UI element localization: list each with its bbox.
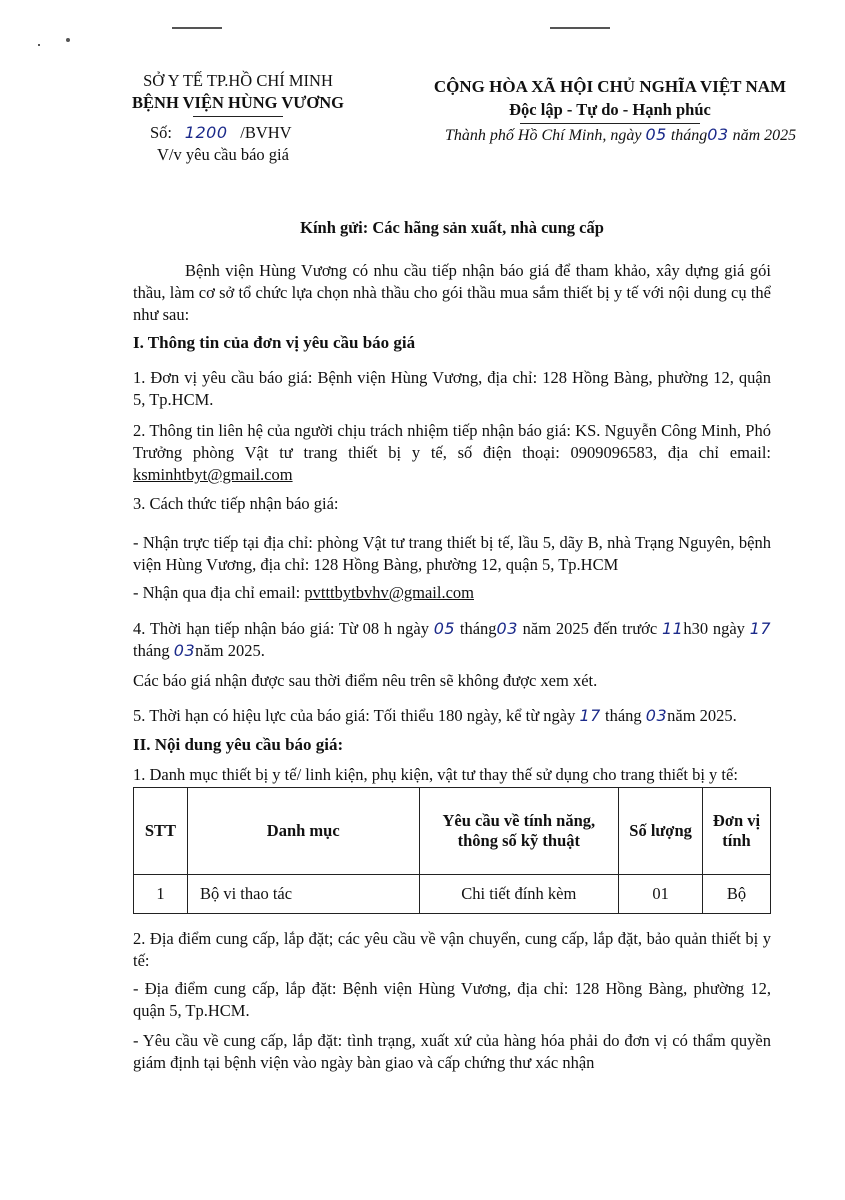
scan-artifact-line <box>172 27 222 29</box>
section-1-item-1: 1. Đơn vị yêu cầu báo giá: Bệnh viện Hùng Vương, địa chỉ: 128 Hồng Bàng, phường 12, quận 5, Tp.HCM. <box>133 368 771 409</box>
date-year: năm 2025 <box>732 127 797 144</box>
header-unit: Đơn vị tính <box>703 788 771 875</box>
document-date <box>445 124 796 147</box>
deadline-text: tháng <box>133 641 170 660</box>
contact-info: 2. Thông tin liên hệ của người chịu trách nhiệm tiếp nhận báo giá: KS. Nguyễn Công Minh, Phó Trưởng phòng Vật tư trang thiết bị y tế, số điện thoại: 0909096583, địa chỉ email: <box>133 421 771 462</box>
handwritten-start-month: 03 <box>496 619 518 638</box>
section-1-item-4 <box>133 618 771 662</box>
number-label: Số: <box>150 123 173 142</box>
national-title: CỘNG HÒA XÃ HỘI CHỦ NGHĨA VIỆT NAM <box>433 77 787 96</box>
deadline-text: năm 2025. <box>195 641 265 660</box>
header-stt: STT <box>134 788 188 875</box>
handwritten-hour: 11 <box>662 619 684 638</box>
header-right <box>400 75 820 124</box>
section-1-item-3: 3. Cách thức tiếp nhận báo giá: <box>133 494 339 513</box>
section-2-item-1: 1. Danh mục thiết bị y tế/ linh kiện, phụ kiện, vật tư thay thế sử dụng cho trang thiết bị y tế: <box>133 765 738 784</box>
scan-artifact-dot <box>66 38 70 42</box>
header-specs: Yêu cầu về tính năng, thông số kỹ thuật <box>419 788 619 875</box>
handwritten-day: 05 <box>645 125 667 144</box>
validity-text: năm 2025. <box>667 706 737 725</box>
header-left <box>118 70 358 117</box>
section-1-item-2 <box>133 420 771 486</box>
cell-specs: Chi tiết đính kèm <box>419 875 619 914</box>
receive-email <box>133 582 771 604</box>
receive-direct: - Nhận trực tiếp tại địa chỉ: phòng Vật tư trang thiết bị tế, lầu 5, dãy B, nhà Trạng Nguyên, bệnh viện Hùng Vương, địa chỉ: 128 Hồng Bàng, phường 12, quận 5, Tp.HCM <box>133 533 771 574</box>
deadline-text: h30 ngày <box>683 619 745 638</box>
handwritten-start-day: 05 <box>433 619 456 638</box>
header-quantity: Số lượng <box>619 788 703 875</box>
number-suffix: /BVHV <box>240 123 292 142</box>
table-row <box>134 875 771 914</box>
cell-unit: Bộ <box>703 875 771 914</box>
national-motto: Độc lập - Tự do - Hạnh phúc <box>509 100 711 119</box>
document-subject: V/v yêu cầu báo giá <box>157 145 289 164</box>
equipment-table <box>133 787 771 914</box>
recipient-line: Kính gửi: Các hãng sản xuất, nhà cung cấp <box>300 218 604 237</box>
scan-artifact-line <box>550 27 610 29</box>
receive-email-link[interactable]: pvtttbytbvhv@gmail.com <box>304 583 474 602</box>
handwritten-validity-month: 03 <box>645 706 668 725</box>
deadline-text: 4. Thời hạn tiếp nhận báo giá: Từ 08 h ngày <box>133 619 429 638</box>
section-2-item-2: 2. Địa điểm cung cấp, lắp đặt; các yêu cầu về vận chuyển, cung cấp, lắp đặt, bảo quản thiết bị y tế: <box>133 929 771 970</box>
cell-item: Bộ vi thao tác <box>187 875 419 914</box>
deadline-text: tháng <box>459 619 497 638</box>
scan-artifact-dot <box>38 44 40 46</box>
validity-text: tháng <box>604 706 642 725</box>
date-prefix: Thành phố Hồ Chí Minh, ngày <box>445 127 642 144</box>
contact-email-link[interactable]: ksminhtbyt@gmail.com <box>133 465 293 484</box>
department-name: SỞ Y TẾ TP.HỒ CHÍ MINH <box>143 71 333 90</box>
late-quote-note: Các báo giá nhận được sau thời điểm nêu trên sẽ không được xem xét. <box>133 671 598 690</box>
table-header-row <box>134 788 771 875</box>
handwritten-end-day: 17 <box>749 619 772 638</box>
cell-quantity: 01 <box>619 875 703 914</box>
deadline-text: năm 2025 đến trước <box>522 619 658 638</box>
date-month-label: tháng <box>670 127 708 144</box>
hospital-name: BỆNH VIỆN HÙNG VƯƠNG <box>132 93 344 112</box>
handwritten-end-month: 03 <box>173 641 196 660</box>
handwritten-number: 1200 <box>184 123 228 142</box>
validity-text: 5. Thời hạn có hiệu lực của báo giá: Tối thiểu 180 ngày, kể từ ngày <box>133 706 576 725</box>
section-2-title: II. Nội dung yêu cầu báo giá: <box>133 735 344 754</box>
document-number <box>150 122 292 144</box>
section-1-item-5 <box>133 705 771 727</box>
cell-stt: 1 <box>134 875 188 914</box>
section-1-title: I. Thông tin của đơn vị yêu cầu báo giá <box>133 333 416 352</box>
intro-paragraph: Bệnh viện Hùng Vương có nhu cầu tiếp nhận báo giá để tham khảo, xây dựng giá gói thầu, làm cơ sở tổ chức lựa chọn nhà thầu cho gói thầu mua sắm thiết bị y tế với nội dung cụ thể như sau: <box>133 261 771 324</box>
header-item: Danh mục <box>187 788 419 875</box>
delivery-location: - Địa điểm cung cấp, lắp đặt: Bệnh viện Hùng Vương, địa chỉ: 128 Hồng Bàng, phường 12, quận 5, Tp.HCM. <box>133 979 771 1020</box>
handwritten-month: 03 <box>707 125 729 144</box>
delivery-requirements: - Yêu cầu về cung cấp, lắp đặt: tình trạng, xuất xứ của hàng hóa phải do đơn vị có thẩm quyền giám định tại bệnh viện vào ngày bàn giao và cấp chứng thư xác nhận <box>133 1031 771 1072</box>
receive-email-label: - Nhận qua địa chỉ email: <box>133 583 301 602</box>
header-left-underline <box>193 116 283 117</box>
handwritten-validity-day: 17 <box>579 706 601 725</box>
